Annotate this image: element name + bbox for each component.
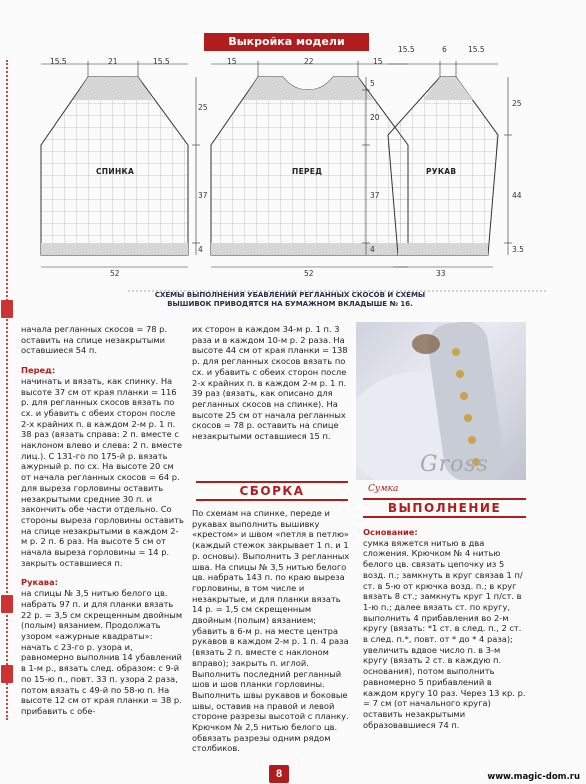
back-piece (41, 61, 200, 267)
back-dim-right-1: 25 (198, 103, 208, 112)
sleeve-dim-right-1: 25 (512, 99, 522, 108)
front-label: ПЕРЕД (292, 167, 323, 176)
section-heading-base: Основание: (363, 527, 418, 537)
page-number: 8 (269, 765, 289, 783)
paragraph: начинать и вязать, как спинку. На высоте 37 см от края планки = 116 р. для регланных скосов вязать по сх. и убавить с обеих сторон после 2-х крайних п. в каждом 2-м р. 1 п. 38 раз (вязать справа: 2 п. вместе с наклоном влево и слева: 2 п. вместе лиц.). С 131-го по 175-й р. вязать ажурный р. по сх. На высоте 20 см от начала регланных скосов = 64 р. для выреза горловины оставить незакрытыми средние 30 п. и закончить обе части отдельно. Со стороны выреза горловины оставить на спице незакрытыми в каждом 2-м р. 2 п. 6 раз. На высоте 5 см от начала выреза горловины = 14 р. закрыть оставшиеся п. (21, 375, 184, 568)
website-watermark: www.magic-dom.ru (487, 772, 580, 782)
back-label: СПИНКА (96, 167, 135, 176)
sleeve-dim-right-2: 44 (512, 191, 522, 200)
diagram-note: СХЕМЫ ВЫПОЛНЕНИЯ УБАВЛЕНИЙ РЕГЛАННЫХ СКОСОВ И СХЕМЫ ВЫШИВОК ПРИВОДЯТСЯ НА БУМАЖНОМ ВКЛАДЫШЕ № 16. (154, 291, 426, 308)
pattern-diagram (28, 45, 558, 305)
text-column-3 (363, 527, 526, 730)
section-heading-front: Перед: (21, 365, 56, 376)
assembly-text-block (192, 508, 353, 754)
front-dim-right-3: 37 (370, 191, 380, 200)
sleeve-dim-top-left: 15.5 (398, 45, 415, 54)
paragraph: сумка вяжется нитью в два сложения. Крючком № 4 нитью белого цв. связать цепочку из 5 возд. п.; замкнуть в круг связав 1 п/ст. в 5-ю от крючка возд. п.; в круг вязать 8 ст.; замкнуть круг 1 п/ст. в 1-ю п.; далее вязать ст. по кругу, выполнить 4 прибавления во 2-м кругу (вязать: *1 ст. в след. п., 2 ст. в след. п.*, повт. от * до * 4 раза); увеличить вдвое число п. в 3-м кругу (вязать 2 ст. в каждую п. основания), потом выполнить равномерно 5 прибавлений в каждом кругу 10 раз. Через 13 кр. р. = 7 см (от начального круга) оставить незакрытыми образовавшиеся 74 п. (363, 537, 526, 730)
sleeve-piece (388, 61, 512, 267)
execution-heading (363, 498, 526, 518)
assembly-heading (196, 481, 348, 501)
front-dim-top-right: 15 (373, 57, 383, 66)
bag-subtitle: Сумка (368, 484, 399, 494)
execution-heading-text: ВЫПОЛНЕНИЕ (387, 501, 502, 515)
margin-marker (1, 665, 13, 683)
brand-logo: Gross (420, 452, 489, 477)
front-dim-right-1: 5 (370, 79, 375, 88)
front-piece (211, 61, 408, 267)
sleeve-dim-top-right: 15.5 (468, 45, 485, 54)
front-dim-right-4: 4 (370, 245, 375, 254)
sleeve-dim-top-center: 6 (442, 45, 447, 54)
back-dim-right-2: 37 (198, 191, 208, 200)
paragraph: на спицы № 3,5 нитью белого цв. набрать 97 п. и для планки вязать 22 р. = 3,5 см скрещенным двойным (полым) вязанием. Продолжать узором «ажурные квадраты»: начать с 23-го р. узора и, равномерно выполнив 14 убавлений в 1-м р., вязать след. образом: с 9-й по 15-ю п., повт. 33 п. узора 2 раза, потом вязать с 49-й по 58-ю п. На высоте 12 см от края планки = 38 р. прибавить с обе- (21, 588, 183, 716)
back-dim-top-right: 15.5 (153, 57, 170, 66)
front-dim-top-left: 15 (227, 57, 237, 66)
margin-marker (1, 300, 13, 318)
back-width: 52 (110, 269, 120, 278)
margin-decoration (6, 60, 12, 720)
back-dim-top-center: 21 (108, 57, 118, 66)
sleeve-label: РУКАВ (426, 167, 457, 176)
front-dim-top-center: 22 (304, 57, 314, 66)
back-dim-right-3: 4 (198, 245, 203, 254)
back-dim-top-left: 15.5 (50, 57, 67, 66)
section-heading-sleeves: Рукава: (21, 577, 58, 588)
text-column-1 (21, 324, 184, 717)
text-column-2 (192, 324, 353, 442)
front-width: 52 (304, 269, 314, 278)
pattern-drawing (28, 55, 558, 305)
paragraph: По схемам на спинке, переде и рукавах выполнить вышивку «крестом» и швом «петля в петлю» (каждый стежок закрывает 1 п. и 1 р. основы). Выполнить 3 регланных шва. На спицы № 3,5 нитью белого цв. набрать 143 п. по краю выреза горловины, в том числе и незакрытые, и для планки вязать 14 р. = 1,5 см скрещенным двойным (полым) вязанием; убавить в 6-м р. на месте центра рукавов в каждом 2-м р. 1 п. 4 раза (вязать 2 п. вместе с наклоном вправо); закрыть п. иглой. Выполнить последний регланный шов и шов планки горловины. Выполнить швы рукавов и боковые швы, оставив на правой и левой стороне разрезы высотой с планку. Крючком № 2,5 нитью белого цв. обвязать разрезы одним рядом столбиков. (192, 508, 350, 754)
paragraph: их сторон в каждом 34-м р. 1 п. 3 раза и в каждом 10-м р. 2 раза. На высоте 44 см от края планки = 138 р. для регланных скосов вязать по сх. и убавить с обеих сторон после 2-х крайних п. в каждом 2-м р. 1 п. 39 раз (вязать, как описано для регланных скосов на спинке). На высоте 25 см от начала регланных скосов = 78 р. оставить на спице незакрытыми оставшиеся 15 п. (192, 324, 348, 442)
sleeve-width: 33 (436, 269, 446, 278)
sleeve-dim-right-3: 3.5 (512, 245, 524, 254)
page-title: Выкройка модели (204, 33, 369, 51)
front-dim-right-2: 20 (370, 113, 380, 122)
assembly-heading-text: СБОРКА (239, 484, 305, 498)
paragraph: начала регланных скосов = 78 р. оставить на спице незакрытыми оставшиеся 54 п. (21, 324, 168, 356)
margin-marker (1, 595, 13, 613)
